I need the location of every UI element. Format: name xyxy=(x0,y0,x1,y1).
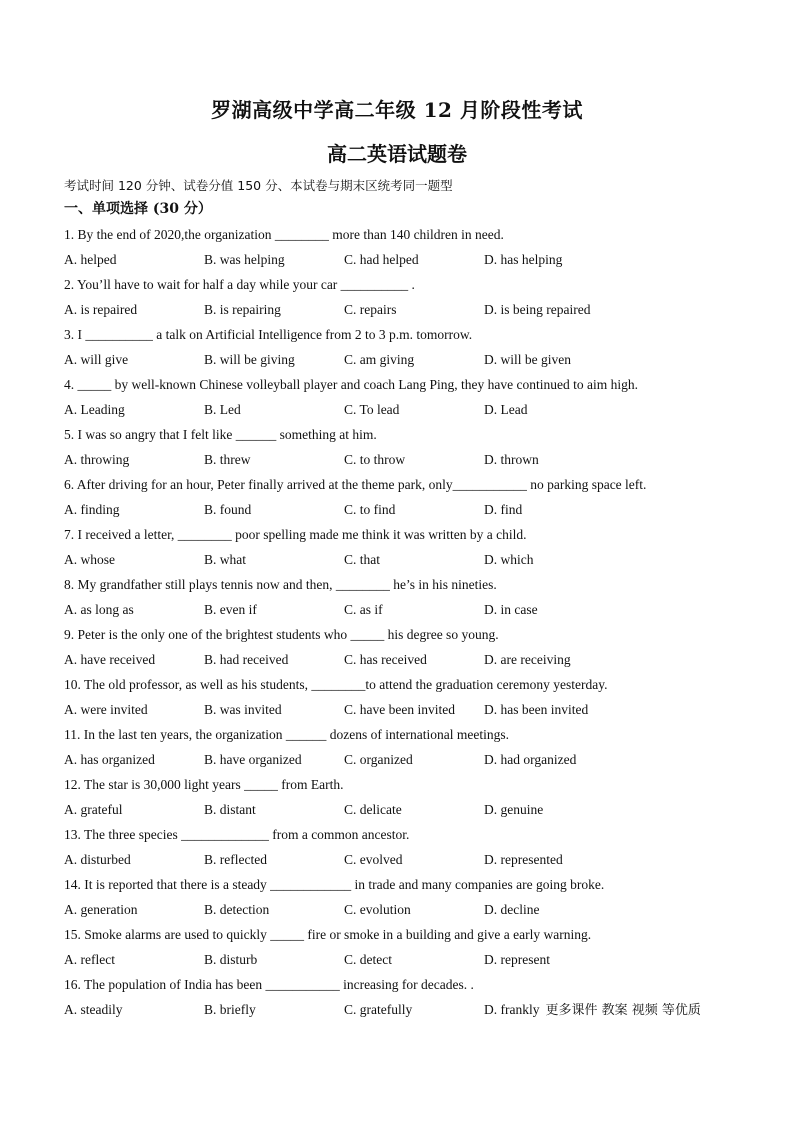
question-item xyxy=(64,922,744,972)
question-item xyxy=(64,272,744,322)
option-d: D. are receiving xyxy=(484,652,571,667)
option-b: B. even if xyxy=(204,602,257,617)
option-b: B. what xyxy=(204,552,246,567)
option-b: B. detection xyxy=(204,902,270,917)
answer-options xyxy=(64,947,744,972)
option-a: A. were invited xyxy=(64,702,148,717)
exam-subtitle: 高二英语试题卷 xyxy=(327,142,467,166)
option-d: D. has been invited xyxy=(484,702,589,717)
option-a: A. has organized xyxy=(64,752,155,767)
question-stem: 11. In the last ten years, the organization ______ dozens of international meetings. xyxy=(64,727,510,742)
option-b: B. threw xyxy=(204,452,251,467)
option-a: A. grateful xyxy=(64,802,123,817)
option-a: A. Leading xyxy=(64,402,125,417)
option-d: D. thrown xyxy=(484,452,539,467)
question-item xyxy=(64,222,744,272)
question-list xyxy=(64,222,744,1022)
option-c: C. organized xyxy=(344,752,413,767)
option-d: D. represented xyxy=(484,852,563,867)
answer-options xyxy=(64,697,744,722)
option-c: C. have been invited xyxy=(344,702,455,717)
option-b: B. is repairing xyxy=(204,302,281,317)
answer-options xyxy=(64,897,744,922)
exam-title: 罗湖高级中学高二年级 12 月阶段性考试 xyxy=(211,98,583,122)
option-b: B. found xyxy=(204,502,252,517)
option-d: D. had organized xyxy=(484,752,577,767)
question-stem: 5. I was so angry that I felt like ______ something at him. xyxy=(64,427,377,442)
option-text: D. frankly xyxy=(484,1002,540,1017)
question-item xyxy=(64,772,744,822)
option-d: D. has helping xyxy=(484,252,563,267)
option-d: D. find xyxy=(484,502,523,517)
question-stem: 7. I received a letter, ________ poor spelling made me think it was written by a child. xyxy=(64,527,527,542)
option-a: A. generation xyxy=(64,902,138,917)
option-a: A. reflect xyxy=(64,952,115,967)
option-d: D. genuine xyxy=(484,802,544,817)
answer-options xyxy=(64,597,744,622)
option-a: A. steadily xyxy=(64,1002,123,1017)
option-c: C. to throw xyxy=(344,452,406,467)
question-item xyxy=(64,372,744,422)
option-d: D. in case xyxy=(484,602,538,617)
option-c: C. as if xyxy=(344,602,383,617)
option-c: C. evolution xyxy=(344,902,411,917)
question-stem: 16. The population of India has been ___________ increasing for decades. . xyxy=(64,977,474,992)
answer-options xyxy=(64,347,744,372)
option-d: D. will be given xyxy=(484,352,571,367)
question-item xyxy=(64,972,744,1022)
option-c: C. repairs xyxy=(344,302,397,317)
question-item xyxy=(64,572,744,622)
option-b: B. have organized xyxy=(204,752,302,767)
option-b: B. Led xyxy=(204,402,241,417)
option-c: C. detect xyxy=(344,952,392,967)
option-a: A. will give xyxy=(64,352,129,367)
option-b: B. distant xyxy=(204,802,256,817)
question-item xyxy=(64,472,744,522)
answer-options xyxy=(64,747,744,772)
option-c: C. that xyxy=(344,552,380,567)
option-a: A. is repaired xyxy=(64,302,138,317)
question-stem: 12. The star is 30,000 light years _____ from Earth. xyxy=(64,777,344,792)
question-stem: 2. You’ll have to wait for half a day while your car __________ . xyxy=(64,277,415,292)
question-stem: 4. _____ by well-known Chinese volleyball player and coach Lang Ping, they have continued to aim high. xyxy=(64,377,638,392)
option-c: C. to find xyxy=(344,502,396,517)
option-a: A. as long as xyxy=(64,602,134,617)
option-c: C. gratefully xyxy=(344,1002,413,1017)
question-stem: 9. Peter is the only one of the brightest students who _____ his degree so young. xyxy=(64,627,499,642)
answer-options xyxy=(64,847,744,872)
question-item xyxy=(64,672,744,722)
option-c: C. has received xyxy=(344,652,427,667)
option-d: D. decline xyxy=(484,902,540,917)
question-stem: 10. The old professor, as well as his students, ________to attend the graduation ceremony yesterday. xyxy=(64,677,608,692)
question-item xyxy=(64,322,744,372)
question-item xyxy=(64,822,744,872)
question-item xyxy=(64,422,744,472)
question-item xyxy=(64,622,744,672)
question-item xyxy=(64,722,744,772)
option-c: C. am giving xyxy=(344,352,415,367)
option-b: B. briefly xyxy=(204,1002,256,1017)
answer-options xyxy=(64,997,744,1022)
option-a: A. throwing xyxy=(64,452,130,467)
option-c: C. evolved xyxy=(344,852,403,867)
option-d: D. represent xyxy=(484,952,550,967)
question-stem: 14. It is reported that there is a steady ____________ in trade and many companies are going broke. xyxy=(64,877,605,892)
option-d: D. is being repaired xyxy=(484,302,591,317)
answer-options xyxy=(64,497,744,522)
question-stem: 3. I __________ a talk on Artificial Intelligence from 2 to 3 p.m. tomorrow. xyxy=(64,327,473,342)
option-b: B. was invited xyxy=(204,702,282,717)
option-d: D. which xyxy=(484,552,534,567)
option-b: B. will be giving xyxy=(204,352,295,367)
section-heading: 一、单项选择 (30 分） xyxy=(64,201,212,217)
option-c: C. delicate xyxy=(344,802,402,817)
answer-options xyxy=(64,247,744,272)
option-d xyxy=(484,997,701,1023)
answer-options xyxy=(64,547,744,572)
question-item xyxy=(64,522,744,572)
promo-text: 更多课件 教案 视频 等优质 xyxy=(545,1003,701,1018)
option-a: A. helped xyxy=(64,252,117,267)
option-b: B. disturb xyxy=(204,952,258,967)
exam-info: 考试时间 120 分钟、试卷分值 150 分、本试卷与期末区统考同一题型 xyxy=(64,178,453,193)
answer-options xyxy=(64,647,744,672)
option-a: A. disturbed xyxy=(64,852,131,867)
answer-options xyxy=(64,297,744,322)
answer-options xyxy=(64,447,744,472)
question-stem: 13. The three species _____________ from a common ancestor. xyxy=(64,827,410,842)
question-stem: 15. Smoke alarms are used to quickly _____ fire or smoke in a building and give a early warning. xyxy=(64,927,592,942)
option-c: C. had helped xyxy=(344,252,419,267)
option-d: D. Lead xyxy=(484,402,528,417)
option-a: A. have received xyxy=(64,652,156,667)
answer-options xyxy=(64,397,744,422)
question-stem: 8. My grandfather still plays tennis now and then, ________ he’s in his nineties. xyxy=(64,577,497,592)
answer-options xyxy=(64,797,744,822)
option-a: A. finding xyxy=(64,502,120,517)
question-item xyxy=(64,872,744,922)
option-b: B. was helping xyxy=(204,252,285,267)
option-c: C. To lead xyxy=(344,402,400,417)
option-b: B. reflected xyxy=(204,852,267,867)
question-stem: 1. By the end of 2020,the organization ________ more than 140 children in need. xyxy=(64,227,504,242)
option-b: B. had received xyxy=(204,652,289,667)
option-a: A. whose xyxy=(64,552,115,567)
question-stem: 6. After driving for an hour, Peter finally arrived at the theme park, only___________ no parking space left. xyxy=(64,477,647,492)
